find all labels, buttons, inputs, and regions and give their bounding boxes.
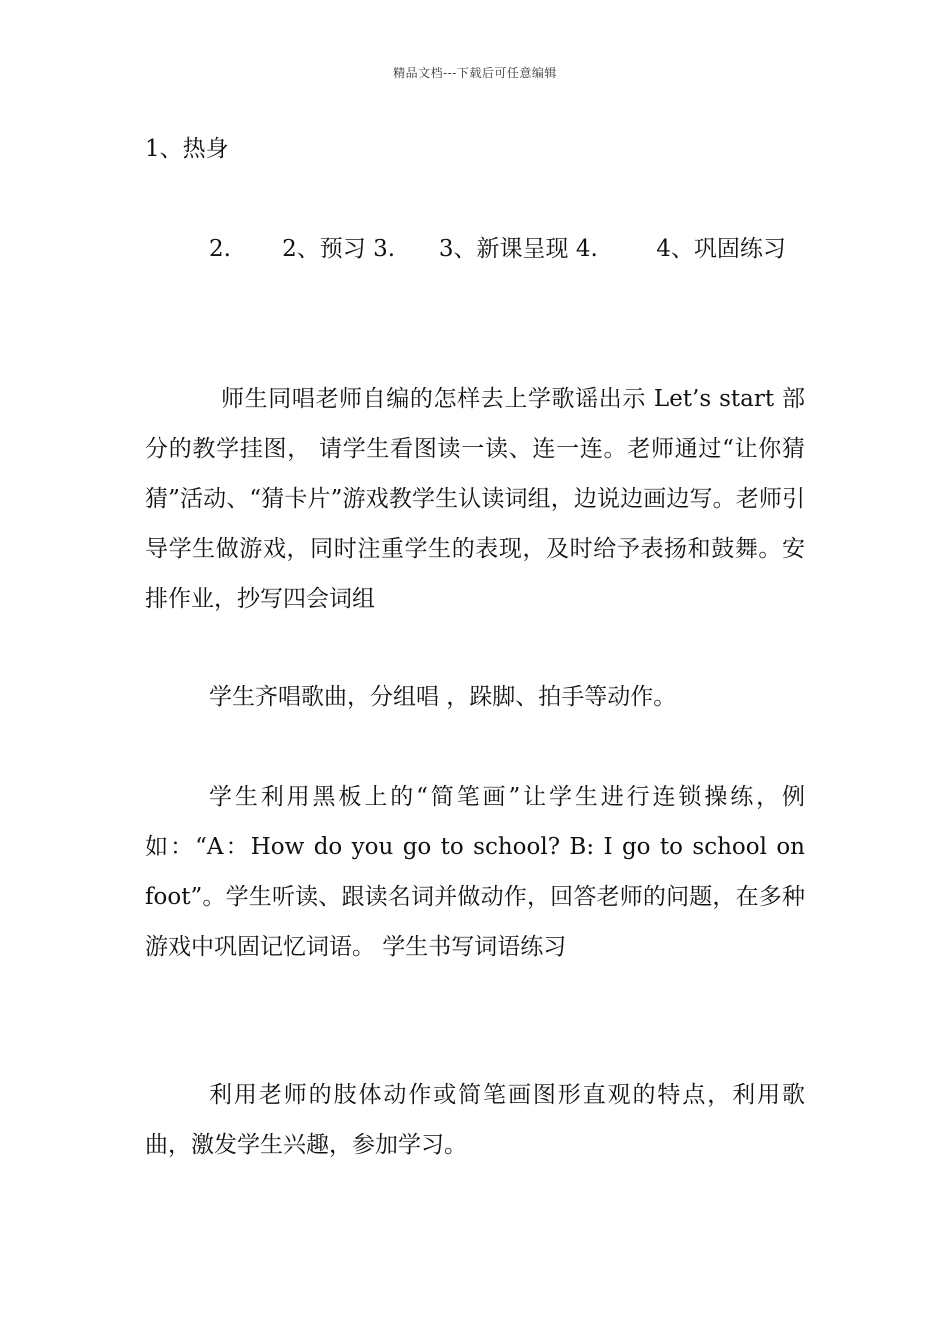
paragraph-student-singing: 学生齐唱歌曲，分组唱 ，跺脚、拍手等动作。 <box>209 684 677 710</box>
paragraph-design-intent: 利用老师的肢体动作或简笔画图形直观的特点，利用歌曲，激发学生兴趣，参加学习。 <box>145 1082 805 1158</box>
paragraph-teacher-activities: 师生同唱老师自编的怎样去上学歌谣出示 Let’s start 部分的教学挂图， 请学生看图读一读、连一连。老师通过“让你猜猜”活动、“猜卡片”游戏教学生认读词组，边说边画边写。老师引导学生做游戏，同时注重学生的表现，及时给予表扬和鼓舞。安排作业，抄写四会词组 <box>145 386 805 612</box>
paragraph-warmup: 1、热身 <box>145 136 229 162</box>
paragraph-steps: 2. 2、预习 3. 3、新课呈现 4. 4、巩固练习 <box>209 236 786 262</box>
paragraph-student-practice: 学生利用黑板上的“简笔画”让学生进行连锁操练，例如：“A：How do you go to school? B: I go to school on foot”。学生听读、跟读名词并做动作，回答老师的问题，在多种游戏中巩固记忆词语。 学生书写词语练习 <box>145 784 805 960</box>
page-header: 精品文档---下载后可任意编辑 <box>393 66 557 80</box>
